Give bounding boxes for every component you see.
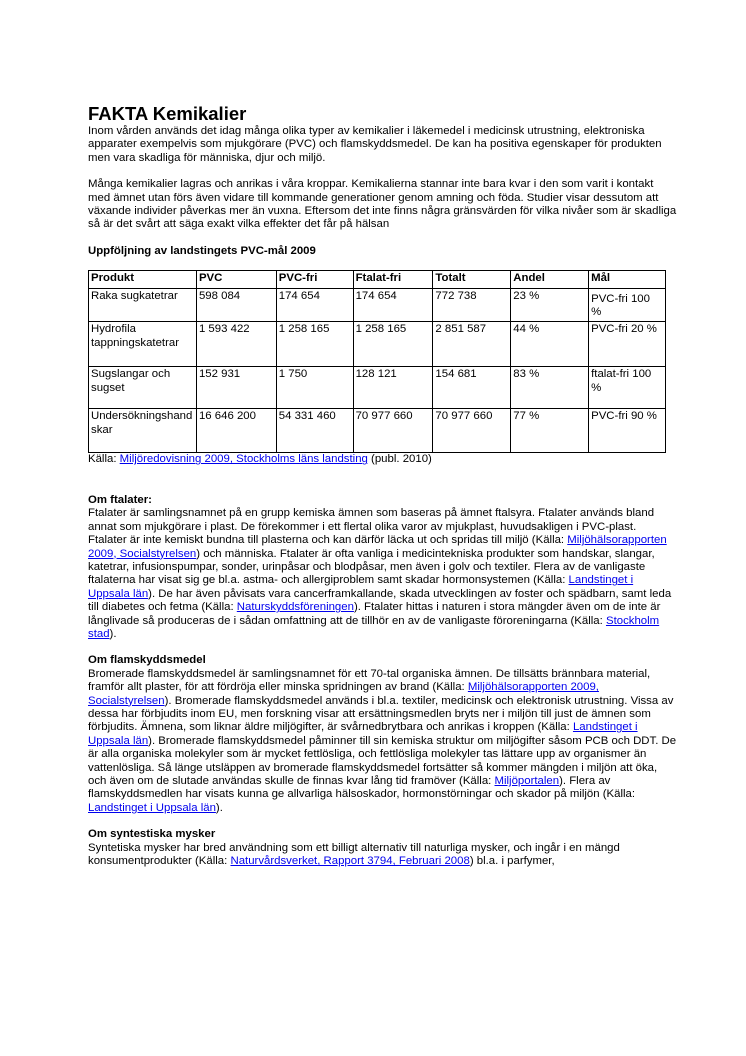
table-cell: 152 931 xyxy=(196,367,276,409)
table-cell: 174 654 xyxy=(276,288,353,322)
col-header-ftalat-fri: Ftalat-fri xyxy=(353,271,433,288)
table-cell: Hydrofila tappningskatetrar xyxy=(89,322,197,367)
ref-link[interactable]: Miljöhälsorapporten 2009, Socialstyrelsen xyxy=(88,681,599,707)
table-title: Uppföljning av landstingets PVC-mål 2009 xyxy=(88,244,316,257)
source-link[interactable]: Miljöredovisning 2009, Stockholms läns landsting xyxy=(119,453,368,466)
text: Syntetiska mysker har bred användning som ett billigt alternativ till naturliga mysker, och ingår i en mängd konsumentprodukter (Källa: xyxy=(88,841,620,868)
text: ) och människa. Ftalater är ofta vanliga i medicintekniska produkter som handskar, slangar, katetrar, infusionspumpar, sonder, urinpåsar och blodpåsar, men även i golv och textiler. Flera av de vanligaste ftalaterna har visat sig ge bl.a. astma- och allergiproblem samt skadar hormonsystemen (Källa: xyxy=(88,547,655,587)
table-cell: Sugslangar och sugset xyxy=(89,367,197,409)
text: ). Bromerade flamskyddsmedel används i bl.a. textiler, medicinsk och elektronisk utrustning. Vissa av dessa har förbjudits inom EU, men forskning visar att ersättningsmedlen bryts ner i miljön till just de ämnen som förbjudits. Ämnena, som liknar äldre miljögifter, är svårnedbrytbara och anrikas i kroppen (Källa: xyxy=(88,694,674,734)
table-cell: 174 654 xyxy=(353,288,433,322)
table-cell: PVC-fri 90 % xyxy=(589,409,666,453)
ref-link[interactable]: Landstinget i Uppsala län xyxy=(88,721,638,747)
table-cell: 70 977 660 xyxy=(353,409,433,453)
page-title: FAKTA Kemikalier xyxy=(88,103,247,124)
table-cell: 598 084 xyxy=(196,288,276,322)
ref-link[interactable]: Naturvårdsverket, Rapport 3794, Februari 2008 xyxy=(230,855,470,868)
flamskydd-paragraph xyxy=(88,668,678,815)
table-cell: 2 851 587 xyxy=(433,322,511,367)
col-header-andel: Andel xyxy=(511,271,589,288)
text: ) bl.a. i parfymer, xyxy=(469,855,555,868)
intro-paragraph-1: Inom vården används det idag många olika typer av kemikalier i läkemedel i medicinsk utrustning, elektroniska apparater exempelvis som mjukgörare (PVC) och flamskyddsmedel. De kan ha positiva egenskaper för produkten men vara skadliga för människa, djur och miljö. xyxy=(88,125,662,164)
ftalater-heading: Om ftalater: xyxy=(88,493,152,506)
table-cell: 70 977 660 xyxy=(433,409,511,453)
flamskydd-heading: Om flamskyddsmedel xyxy=(88,654,206,667)
text: ). Ftalater hittas i naturen i stora mängder även om de inte är långlivade så produceras de i sådan omfattning att de tillhör en av de vanligaste föroreningarna (Källa: xyxy=(88,601,661,627)
text: ). xyxy=(215,801,223,814)
table-cell: 154 681 xyxy=(433,367,511,409)
text: ). Bromerade flamskyddsmedel påminner till sin kemiska struktur om miljögifter såsom PCB och DDT. De är alla organiska molekyler som är mycket fettlösliga, och fettlösliga molekyler tas lättare upp av organismer än vattenlösliga. Så länge utsläppen av bromerade flamskyddsmedel fortsätter så kommer mängden i miljön att öka, och även om de slutade användas skulle de finnas kvar lång tid framöver (Källa: xyxy=(88,734,677,787)
table-source xyxy=(88,453,678,466)
ref-link[interactable]: Naturskyddsföreningen xyxy=(236,601,354,614)
pvc-table xyxy=(88,270,666,453)
table-cell: 1 593 422 xyxy=(196,322,276,367)
ftalater-paragraph xyxy=(88,507,678,641)
mysker-heading: Om syntestiska mysker xyxy=(88,828,216,841)
text: ). xyxy=(109,627,117,640)
ref-link[interactable]: Landstinget i Uppsala län xyxy=(88,574,634,600)
col-header-produkt: Produkt xyxy=(89,271,197,288)
col-header-pvc-fri: PVC-fri xyxy=(276,271,353,288)
ref-link[interactable]: Miljöportalen xyxy=(494,775,560,787)
table-cell: PVC-fri 100 % xyxy=(589,288,666,322)
table-cell: 16 646 200 xyxy=(196,409,276,453)
table-cell: ftalat-fri 100 % xyxy=(589,367,666,409)
table-row xyxy=(89,288,666,322)
text: Bromerade flamskyddsmedel är samlingsnamnet för ett 70-tal organiska ämnen. De tillsätts brännbara material, framför allt plaster, för att fördröja eller minska spridningen av brand (Källa: xyxy=(88,667,651,694)
text: ). Flera av flamskyddsmedlen har visats kunna ge allvarliga hälsoskador, hormonstörningar och skador på miljön (Källa: xyxy=(88,775,636,801)
ref-link[interactable]: Miljöhälsorapporten 2009, Socialstyrelsen xyxy=(88,534,667,560)
table-cell: 1 258 165 xyxy=(353,322,433,367)
table-header-row xyxy=(89,271,666,288)
source-prefix: Källa: xyxy=(88,453,120,466)
document-page xyxy=(88,104,678,868)
ref-link[interactable]: Landstinget i Uppsala län xyxy=(88,801,216,814)
table-cell: 54 331 460 xyxy=(276,409,353,453)
ref-link[interactable]: Stockholm stad xyxy=(88,614,660,640)
col-header-totalt: Totalt xyxy=(433,271,511,288)
col-header-pvc: PVC xyxy=(196,271,276,288)
mysker-paragraph xyxy=(88,842,678,869)
table-cell: 772 738 xyxy=(433,288,511,322)
table-row xyxy=(89,367,666,409)
source-suffix: (publ. 2010) xyxy=(367,453,432,466)
table-cell: 83 % xyxy=(511,367,589,409)
table-cell: 77 % xyxy=(511,409,589,453)
col-header-mal: Mål xyxy=(589,271,666,288)
table-cell: 128 121 xyxy=(353,367,433,409)
table-row xyxy=(89,322,666,367)
text: ). De har även påvisats vara cancerframkallande, skada utvecklingen av foster och spädbarn, samt leda till diabetes och fetma (Källa: xyxy=(88,587,672,614)
table-cell: Undersökningshandskar xyxy=(89,409,197,453)
table-cell: PVC-fri 20 % xyxy=(589,322,666,367)
table-cell: 23 % xyxy=(511,288,589,322)
table-cell: 44 % xyxy=(511,322,589,367)
table-row xyxy=(89,409,666,453)
table-cell: 1 258 165 xyxy=(276,322,353,367)
intro-paragraph-2: Många kemikalier lagras och anrikas i våra kroppar. Kemikalierna stannar inte bara kvar i den som varit i kontakt med ämnet utan förs även vidare till kommande generationer genom amning och föda. Studier visar dessutom att växande individer påverkas mer än vuxna. Eftersom det inte finns några gränsvärden för vilka nivåer som är skadliga så är det svårt att säga exakt vilka effekter det får på hälsan xyxy=(88,178,677,231)
table-cell: Raka sugkatetrar xyxy=(89,288,197,322)
table-cell: 1 750 xyxy=(276,367,353,409)
text: Ftalater är samlingsnamnet på en grupp kemiska ämnen som baseras på ämnet ftalsyra. Ftalater används bland annat som mjukgörare i plast. De förekommer i ett flertal olika varor av mjukplast, huvudsakligen i PVC-plast. Ftalater är inte kemiskt bundna till plasterna och kan därför läcka ut och spridas till miljö (Källa: xyxy=(88,507,655,547)
